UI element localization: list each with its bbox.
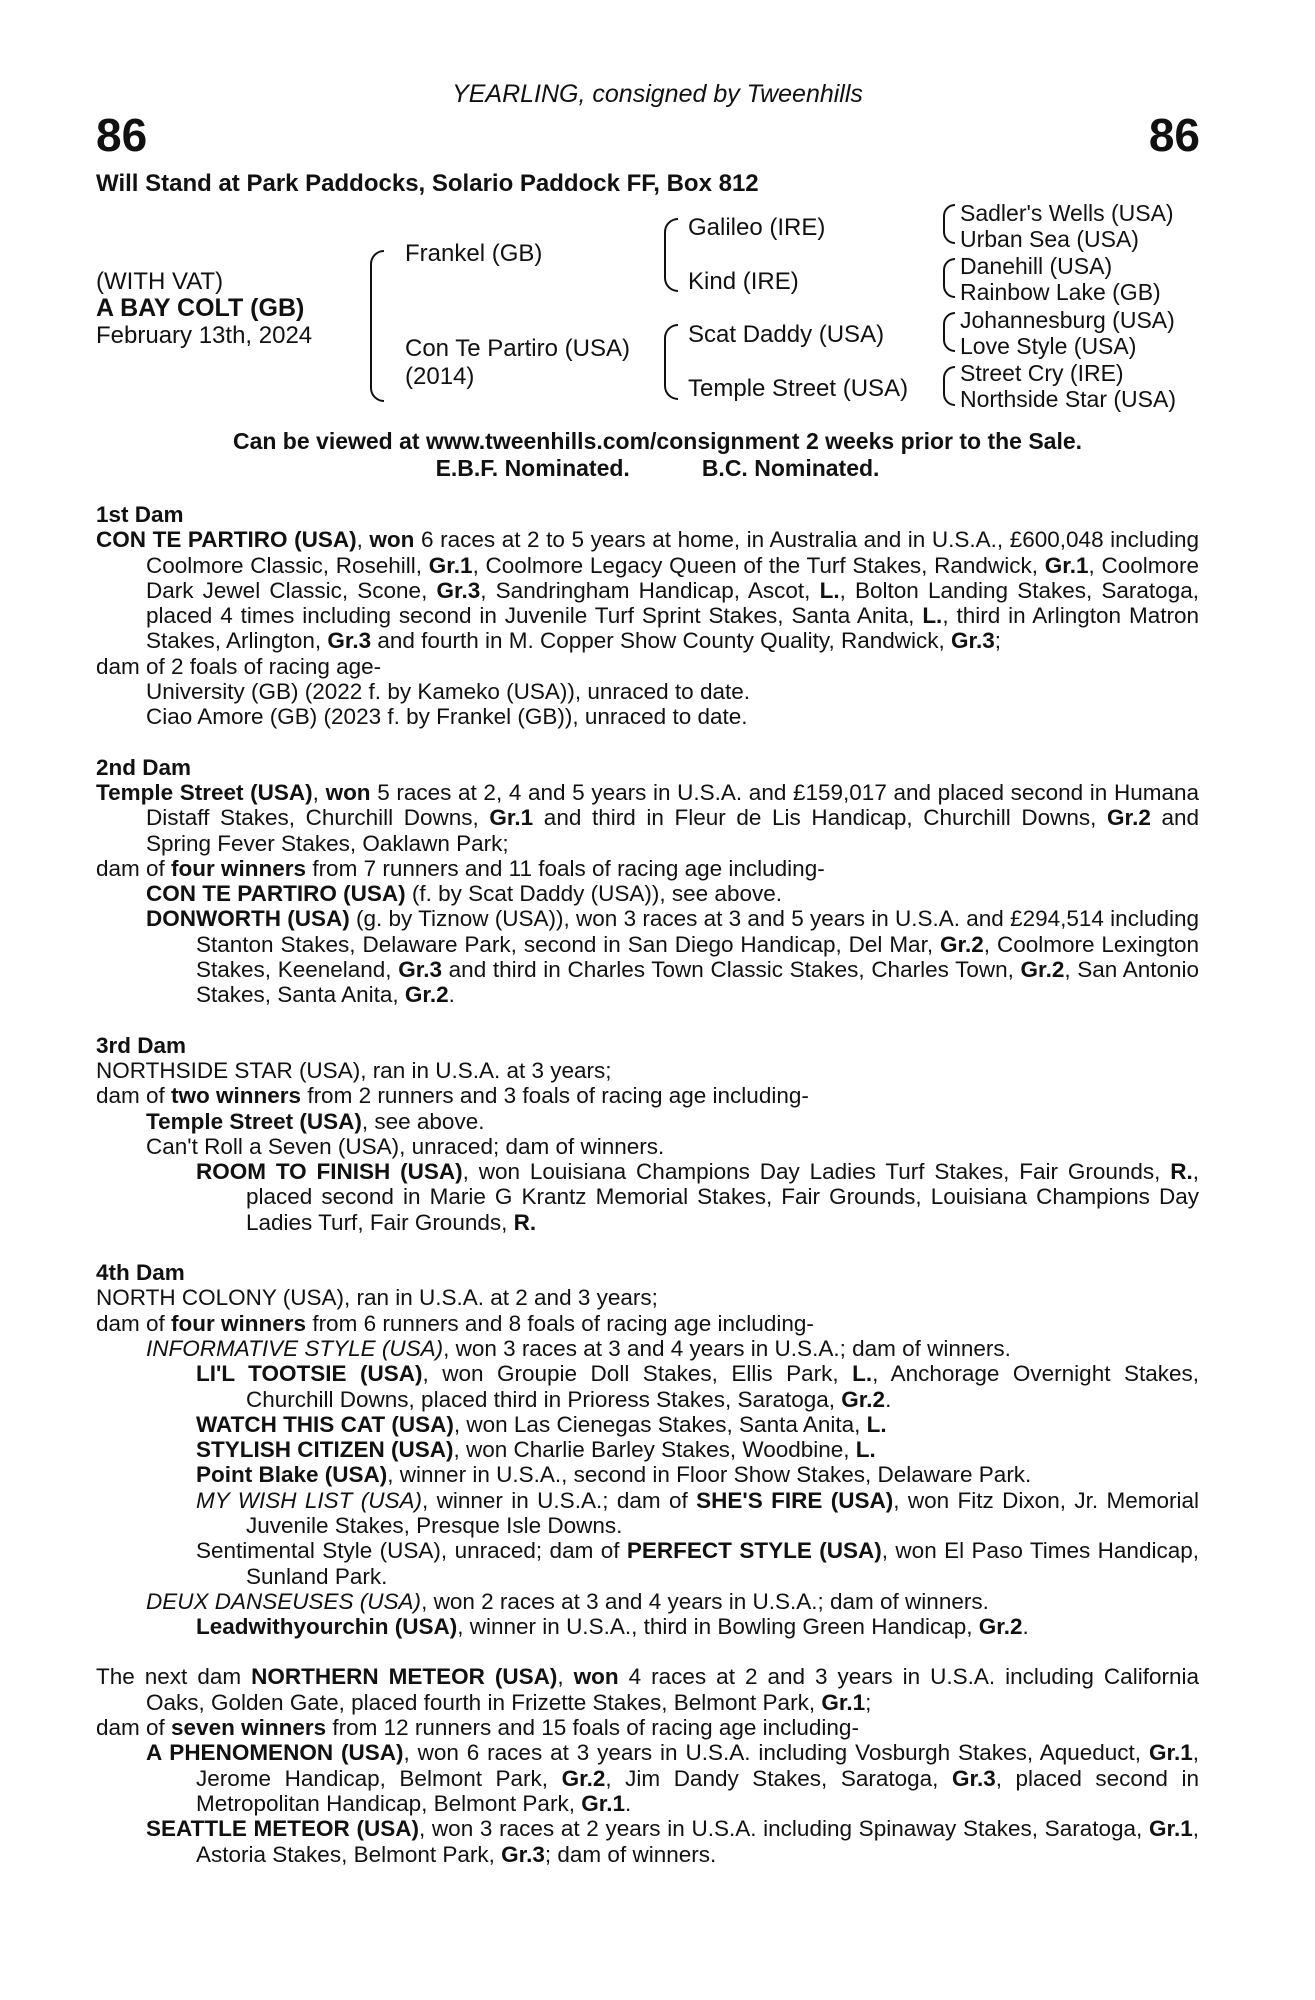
produce-item: Temple Street (USA), see above. xyxy=(146,1108,485,1134)
subject-name: A BAY COLT (GB) xyxy=(96,294,305,322)
first-dam-record: CON TE PARTIRO (USA), won 6 races at 2 to 5 years at home, in Australia and in U.S.A., £600,048 including Coolmore Classic, Rosehill, Gr.1, Coolmore Legacy Queen of the Turf Stakes, Randwick, Gr.1, Coolmore Dark Jewel Classic, Scone, Gr.3, Sandringham Handicap, Ascot, L., Bolton Landing Stakes, Saratoga, placed 4 times including second in Juvenile Turf Sprint Stakes, Santa Anita, L., third in Arlington Matron Stakes, Arlington, Gr.3 and fourth in M. Copper Show County Quality, Randwick, Gr.3; xyxy=(96,527,1199,654)
sd-dam: Rainbow Lake (GB) xyxy=(960,279,1161,305)
ss-sire: Sadler's Wells (USA) xyxy=(960,200,1174,226)
produce-item: INFORMATIVE STYLE (USA), won 3 races at 3 and 4 years in U.S.A.; dam of winners. xyxy=(146,1335,1011,1361)
sire-name: Frankel (GB) xyxy=(405,240,543,267)
produce-item: DONWORTH (USA) (g. by Tiznow (USA)), won 3 races at 3 and 5 years in U.S.A. and £294,514 including Stanton Stakes, Delaware Park, second in San Diego Handicap, Del Mar, Gr.2, Coolmore Lexington Stakes, Keeneland, Gr.3 and third in Charles Town Classic Stakes, Charles Town, Gr.2, San Antonio Stakes, Santa Anita, Gr.2. xyxy=(146,906,1200,1008)
third-dam-heading: 3rd Dam xyxy=(96,1032,187,1058)
produce-item: Leadwithyourchin (USA), winner in U.S.A., third in Bowling Green Handicap, Gr.2. xyxy=(196,1614,1029,1640)
fourth-dam-produce: dam of four winners from 6 runners and 8 foals of racing age including- xyxy=(96,1310,814,1336)
sire-brace xyxy=(664,218,678,292)
stand-location: Will Stand at Park Paddocks, Solario Paddock FF, Box 812 xyxy=(96,170,759,197)
pedigree-brace xyxy=(370,250,384,402)
third-dam-produce: dam of two winners from 2 runners and 3 foals of racing age including- xyxy=(96,1083,809,1109)
produce-item: SEATTLE METEOR (USA), won 3 races at 2 years in U.S.A. including Spinaway Stakes, Saratoga, Gr.1, Astoria Stakes, Belmont Park, Gr.3; dam of winners. xyxy=(146,1816,1199,1867)
produce-item: CON TE PARTIRO (USA) (f. by Scat Daddy (USA)), see above. xyxy=(146,881,782,907)
sd-sire: Danehill (USA) xyxy=(960,253,1113,279)
second-dam-heading: 2nd Dam xyxy=(96,754,192,780)
produce-item: Ciao Amore (GB) (2023 f. by Frankel (GB)), unraced to date. xyxy=(146,704,748,730)
catalogue-body xyxy=(96,502,1199,1867)
produce-item: Sentimental Style (USA), unraced; dam of PERFECT STYLE (USA), won El Paso Times Handicap, Sunland Park. xyxy=(196,1538,1199,1589)
ss-brace xyxy=(943,204,955,244)
subject-dob: February 13th, 2024 xyxy=(96,322,313,349)
dam-name: Con Te Partiro (USA) xyxy=(405,335,630,362)
next-dam-record: The next dam NORTHERN METEOR (USA), won 4 races at 2 and 3 years in U.S.A. including California Oaks, Golden Gate, placed fourth in Frizette Stakes, Belmont Park, Gr.1; xyxy=(96,1664,1199,1715)
produce-item: STYLISH CITIZEN (USA), won Charlie Barley Stakes, Woodbine, L. xyxy=(196,1437,876,1463)
dd-sire: Street Cry (IRE) xyxy=(960,360,1124,386)
vat-label: (WITH VAT) xyxy=(96,268,224,295)
dam-sire: Scat Daddy (USA) xyxy=(688,321,885,348)
sd-brace xyxy=(943,258,955,298)
produce-item: University (GB) (2022 f. by Kameko (USA)), unraced to date. xyxy=(146,679,750,705)
sire-dam: Kind (IRE) xyxy=(688,268,799,295)
produce-item: LI'L TOOTSIE (USA), won Groupie Doll Stakes, Ellis Park, L., Anchorage Overnight Stakes, Churchill Downs, placed third in Prioress Stakes, Saratoga, Gr.2. xyxy=(196,1361,1199,1412)
third-dam-record: NORTHSIDE STAR (USA), ran in U.S.A. at 3 years; xyxy=(96,1057,612,1083)
sire-sire: Galileo (IRE) xyxy=(688,214,826,241)
ebf-nominated: E.B.F. Nominated. xyxy=(435,455,630,481)
nominations xyxy=(0,455,1315,482)
lot-number-right: 86 xyxy=(1148,109,1200,161)
dd-brace xyxy=(943,366,955,406)
dd-dam: Northside Star (USA) xyxy=(960,386,1177,412)
produce-item: Can't Roll a Seven (USA), unraced; dam of winners. xyxy=(146,1133,665,1159)
produce-item: ROOM TO FINISH (USA), won Louisiana Champions Day Ladies Turf Stakes, Fair Grounds, R., placed second in Marie G Krantz Memorial Stakes, Fair Grounds, Louisiana Champions Day Ladies Turf, Fair Grounds, R. xyxy=(196,1159,1199,1235)
page-subtitle: YEARLING, consigned by Tweenhills xyxy=(452,80,863,108)
bc-nominated: B.C. Nominated. xyxy=(701,455,880,481)
produce-item: MY WISH LIST (USA), winner in U.S.A.; dam of SHE'S FIRE (USA), won Fitz Dixon, Jr. Memorial Juvenile Stakes, Presque Isle Downs. xyxy=(196,1487,1199,1538)
ds-brace xyxy=(943,312,955,352)
dam-dam: Temple Street (USA) xyxy=(688,375,909,402)
ds-sire: Johannesburg (USA) xyxy=(960,307,1175,333)
produce-item: A PHENOMENON (USA), won 6 races at 3 years in U.S.A. including Vosburgh Stakes, Aqueduct, Gr.1, Jerome Handicap, Belmont Park, Gr.2, Jim Dandy Stakes, Saratoga, Gr.3, placed second in Metropolitan Handicap, Belmont Park, Gr.1. xyxy=(146,1740,1199,1816)
first-dam-produce: dam of 2 foals of racing age- xyxy=(96,653,382,679)
ds-dam: Love Style (USA) xyxy=(960,333,1137,359)
produce-item: Point Blake (USA), winner in U.S.A., second in Floor Show Stakes, Delaware Park. xyxy=(196,1462,1032,1488)
second-dam-record: Temple Street (USA), won 5 races at 2, 4 and 5 years in U.S.A. and £159,017 and placed second in Humana Distaff Stakes, Churchill Downs, Gr.1 and third in Fleur de Lis Handicap, Churchill Downs, Gr.2 and Spring Fever Stakes, Oaklawn Park; xyxy=(96,779,1199,856)
next-dam-produce: dam of seven winners from 12 runners and 15 foals of racing age including- xyxy=(96,1715,859,1741)
dam-brace xyxy=(664,324,678,400)
viewing-note: Can be viewed at www.tweenhills.com/consignment 2 weeks prior to the Sale. xyxy=(232,428,1083,454)
first-dam-heading: 1st Dam xyxy=(96,502,184,527)
ss-dam: Urban Sea (USA) xyxy=(960,226,1139,252)
produce-item: WATCH THIS CAT (USA), won Las Cienegas Stakes, Santa Anita, L. xyxy=(196,1411,887,1437)
fourth-dam-heading: 4th Dam xyxy=(96,1260,185,1286)
fourth-dam-record: NORTH COLONY (USA), ran in U.S.A. at 2 and 3 years; xyxy=(96,1285,658,1311)
produce-item: DEUX DANSEUSES (USA), won 2 races at 3 and 4 years in U.S.A.; dam of winners. xyxy=(146,1588,989,1614)
lot-number-left: 86 xyxy=(96,109,148,161)
dam-foaled: (2014) xyxy=(405,363,475,390)
second-dam-produce: dam of four winners from 7 runners and 11 foals of racing age including- xyxy=(96,855,825,881)
